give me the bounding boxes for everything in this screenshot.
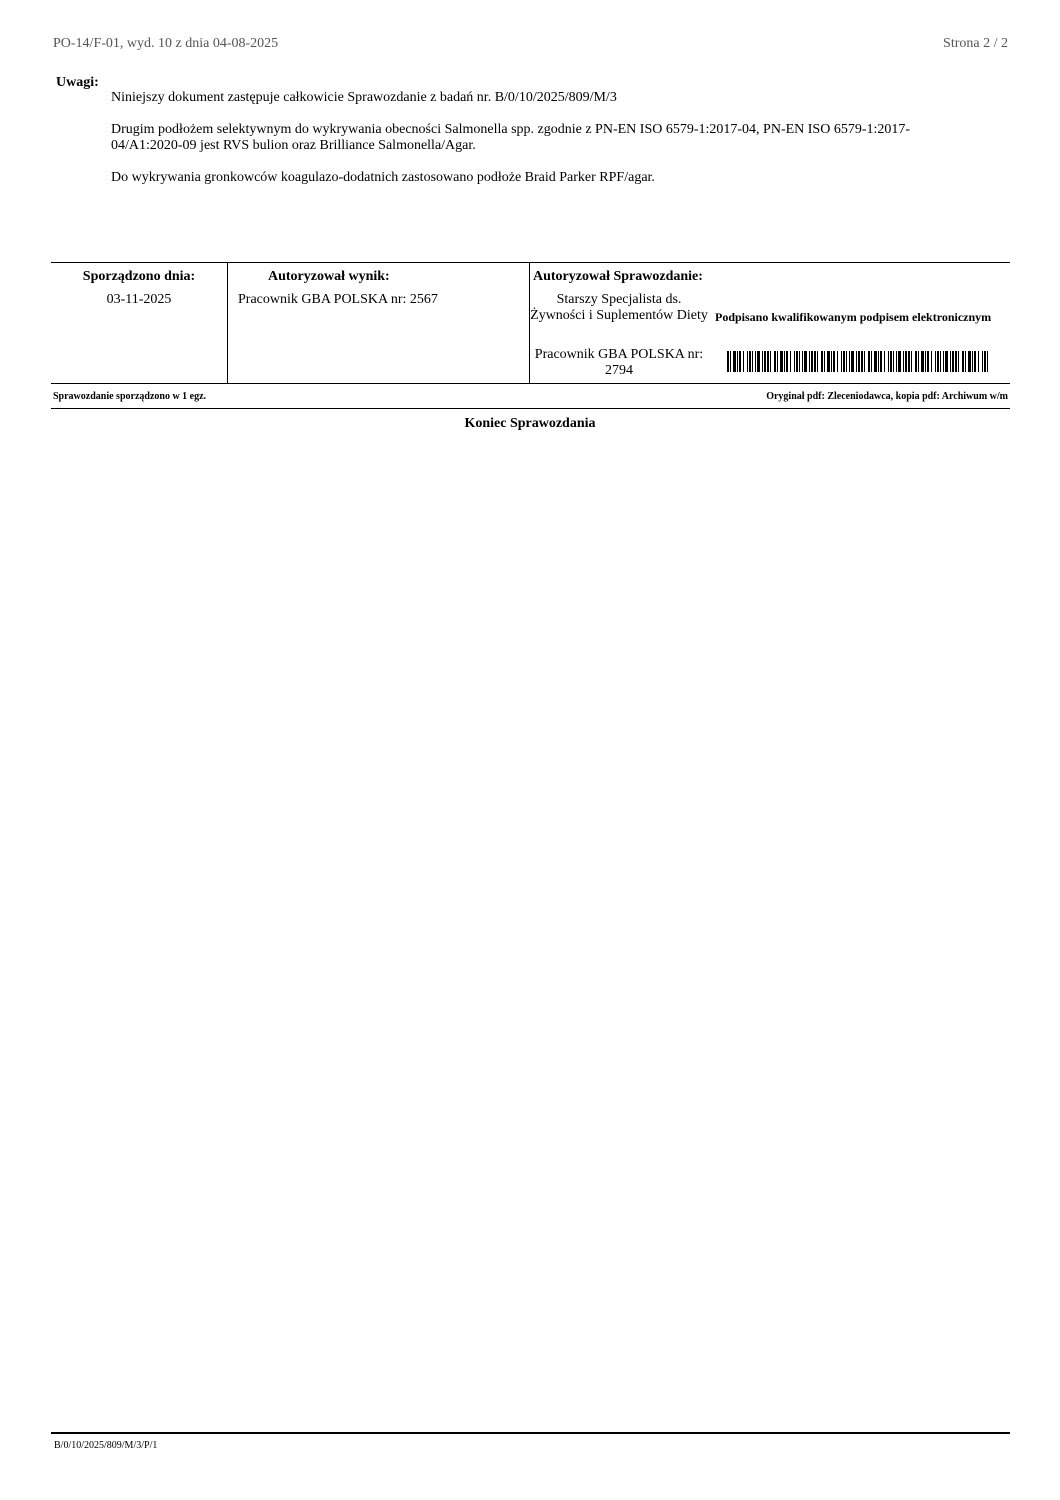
signature-barcode [727,351,989,372]
result-authorization-column [228,263,530,383]
remarks-section [111,90,941,202]
authorizer-position: Starszy Specjalista ds. Żywności i Suplementów Diety [530,292,708,323]
result-worker: Pracownik GBA POLSKA nr: 2567 [238,292,438,307]
end-of-report: Koniec Sprawozdania [464,416,596,431]
result-authorization-label: Autoryzował wynik: [268,269,390,284]
document-reference: B/0/10/2025/809/M/3/P/1 [54,1440,158,1451]
report-authorization-column [530,263,1010,383]
remark-item: Niniejszy dokument zastępuje całkowicie Sprawozdanie z badań nr. B/0/10/2025/809/M/3 [111,90,617,105]
remark-item: Do wykrywania gronkowców koagulazo-dodatnich zastosowano podłoże Braid Parker RPF/agar. [111,170,655,185]
copies-note: Sprawozdanie sporządzono w 1 egz. [53,391,207,402]
prepared-date: 03-11-2025 [106,292,172,307]
bottom-divider [51,1432,1010,1434]
report-worker: Pracownik GBA POLSKA nr: 2794 [534,347,704,378]
prepared-label: Sporządzono dnia: [82,269,196,284]
distribution-note: Oryginał pdf: Zleceniodawca, kopia pdf: Archiwum w/m [766,391,1008,402]
authorization-table [51,262,1010,384]
page-number: Strona 2 / 2 [943,36,1008,51]
footer-divider [51,408,1010,409]
form-id: PO-14/F-01, wyd. 10 z dnia 04-08-2025 [53,36,279,51]
prepared-column [51,263,228,383]
electronic-signature-note: Podpisano kwalifikowanym podpisem elektronicznym [715,310,992,324]
report-authorization-label: Autoryzował Sprawozdanie: [533,269,703,284]
remark-item: Drugim podłożem selektywnym do wykrywania obecności Salmonella spp. zgodnie z PN-EN ISO 6579-1:2017-04, PN-EN ISO 6579-1:2017-04/A1:2020-09 jest RVS bulion oraz Brilliance Salmonella/Agar. [111,122,911,153]
remarks-label: Uwagi: [56,75,99,90]
